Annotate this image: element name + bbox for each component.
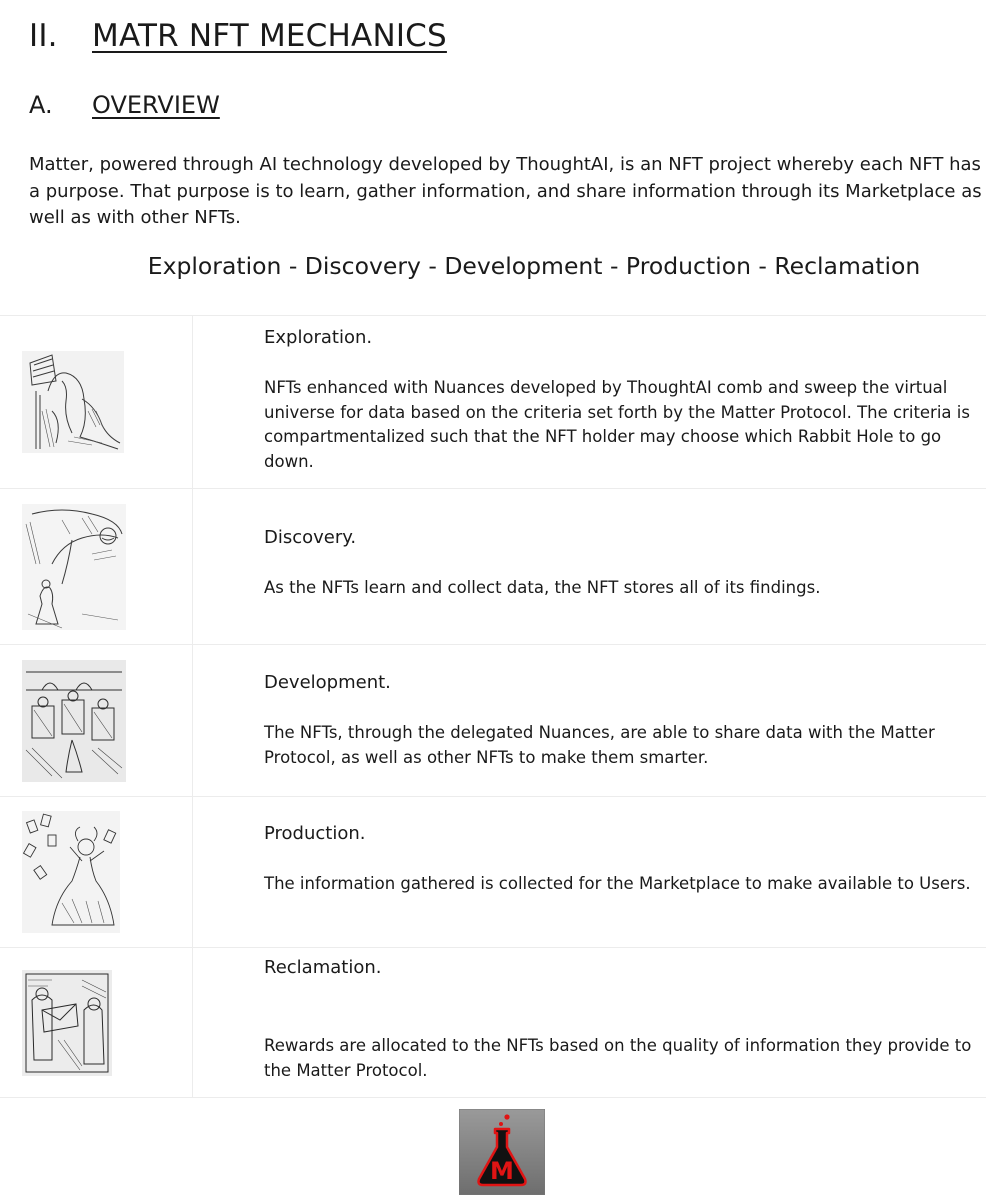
table-row	[0, 797, 986, 948]
intro-paragraph: Matter, powered through AI technology developed by ThoughtAI, is an NFT project whereby each NFT has a purpose. That purpose is to learn, gather information, and share information through its Marketplace as well as with other NFTs.	[29, 154, 982, 228]
section-number: II.	[29, 18, 58, 54]
section-title: MATR NFT MECHANICS	[92, 18, 447, 54]
text-cell	[193, 489, 986, 644]
logo-letter: M	[490, 1157, 514, 1185]
text-cell	[193, 645, 986, 796]
alice-and-cheshire-cat-tree-illustration	[22, 504, 126, 630]
row-body: As the NFTs learn and collect data, the NFT stores all of its findings.	[264, 578, 821, 597]
image-cell	[0, 645, 193, 796]
subsection-letter: A.	[29, 91, 53, 119]
table-row	[0, 316, 986, 489]
section-heading	[29, 18, 447, 54]
row-body: The NFTs, through the delegated Nuances, are able to share data with the Matter Protocol, as well as other NFTs to make them smarter.	[264, 723, 935, 767]
text-cell	[193, 316, 986, 488]
image-cell	[0, 797, 193, 947]
card-gardeners-illustration	[22, 660, 126, 782]
subsection-title: OVERVIEW	[92, 91, 220, 119]
subsection-heading	[29, 91, 220, 119]
row-body: Rewards are allocated to the NFTs based on the quality of information they provide to the Matter Protocol.	[264, 1036, 972, 1080]
text-cell	[193, 948, 986, 1097]
row-title: Production.	[264, 823, 366, 844]
mechanics-table	[0, 315, 986, 1098]
kneeling-figure-illustration	[22, 351, 124, 453]
row-title: Discovery.	[264, 527, 357, 548]
row-body: NFTs enhanced with Nuances developed by ThoughtAI comb and sweep the virtual universe for data based on the criteria set forth by the Matter Protocol. The criteria is compartmentalized such that the NFT holder may choose which Rabbit Hole to go down.	[264, 378, 970, 471]
matter-flask-logo	[459, 1109, 545, 1195]
image-cell	[0, 948, 193, 1097]
image-cell	[0, 316, 193, 488]
table-row	[0, 948, 986, 1098]
fish-footman-letter-illustration	[22, 970, 112, 1076]
table-row	[0, 489, 986, 645]
alice-flying-cards-illustration	[22, 811, 120, 933]
row-body: The information gathered is collected for the Marketplace to make available to Users.	[264, 874, 971, 893]
row-title: Reclamation.	[264, 957, 382, 978]
stages-line: Exploration - Discovery - Development - Production - Reclamation	[147, 252, 921, 280]
image-cell	[0, 489, 193, 644]
row-title: Development.	[264, 672, 391, 693]
text-cell	[193, 797, 986, 947]
table-row	[0, 645, 986, 797]
row-title: Exploration.	[264, 327, 373, 348]
